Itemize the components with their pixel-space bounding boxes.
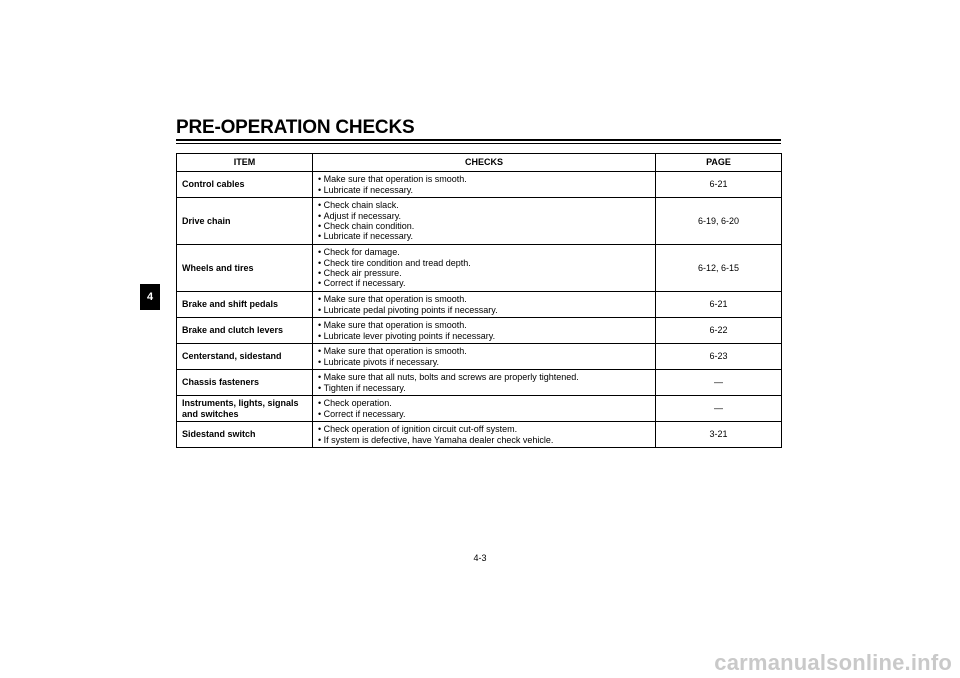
check-list-item: • Tighten if necessary. <box>318 383 650 393</box>
column-header-checks: CHECKS <box>313 154 656 172</box>
check-list-item: • Check operation of ignition circuit cut-off system. <box>318 424 650 434</box>
title-rule-thin <box>176 143 781 144</box>
table-row <box>177 318 782 344</box>
check-list-item: • Check chain slack. <box>318 200 650 210</box>
check-list-item: • Lubricate pedal pivoting points if necessary. <box>318 305 650 315</box>
item-cell: Sidestand switch <box>177 422 313 448</box>
check-list <box>318 424 650 445</box>
page-title: PRE-OPERATION CHECKS <box>176 117 415 138</box>
check-list <box>318 346 650 367</box>
check-list-item: • Check chain condition. <box>318 221 650 231</box>
page-ref-cell: 3-21 <box>656 422 782 448</box>
check-list <box>318 372 650 393</box>
checks-cell <box>313 172 656 198</box>
item-cell: Brake and clutch levers <box>177 318 313 344</box>
checks-cell <box>313 292 656 318</box>
check-list-item: • Lubricate if necessary. <box>318 185 650 195</box>
check-list-item: • Correct if necessary. <box>318 409 650 419</box>
check-list <box>318 200 650 241</box>
check-list-item: • Lubricate if necessary. <box>318 231 650 241</box>
check-list <box>318 294 650 315</box>
watermark: carmanualsonline.info <box>714 650 952 675</box>
check-list-item: • Check air pressure. <box>318 268 650 278</box>
checks-cell <box>313 198 656 245</box>
check-list-item: • Lubricate lever pivoting points if necessary. <box>318 331 650 341</box>
page-number: 4-3 <box>473 553 487 563</box>
page-ref-cell: 6-12, 6-15 <box>656 245 782 292</box>
check-list-item: • Adjust if necessary. <box>318 211 650 221</box>
chapter-tab: 4 <box>140 284 160 310</box>
page-ref-cell: 6-19, 6-20 <box>656 198 782 245</box>
page-ref-cell: — <box>656 370 782 396</box>
item-cell: Instruments, lights, signals and switches <box>177 396 313 422</box>
check-list <box>318 247 650 288</box>
column-header-item: ITEM <box>177 154 313 172</box>
item-cell: Wheels and tires <box>177 245 313 292</box>
item-cell: Drive chain <box>177 198 313 245</box>
table-row <box>177 292 782 318</box>
table-row <box>177 422 782 448</box>
page-ref-cell: 6-21 <box>656 292 782 318</box>
check-list <box>318 398 650 419</box>
check-list-item: • Make sure that all nuts, bolts and screws are properly tightened. <box>318 372 650 382</box>
checks-cell <box>313 245 656 292</box>
checks-cell <box>313 318 656 344</box>
table-body <box>177 172 782 448</box>
item-cell: Chassis fasteners <box>177 370 313 396</box>
check-list-item: • Make sure that operation is smooth. <box>318 320 650 330</box>
check-list <box>318 320 650 341</box>
check-list-item: • Make sure that operation is smooth. <box>318 174 650 184</box>
page-ref-cell: 6-23 <box>656 344 782 370</box>
check-list-item: • Check operation. <box>318 398 650 408</box>
item-cell: Centerstand, sidestand <box>177 344 313 370</box>
check-list <box>318 174 650 195</box>
title-rule <box>176 139 781 141</box>
check-list-item: • If system is defective, have Yamaha dealer check vehicle. <box>318 435 650 445</box>
table-row <box>177 344 782 370</box>
table-header-row <box>177 154 782 172</box>
page-ref-cell: 6-21 <box>656 172 782 198</box>
check-list-item: • Check tire condition and tread depth. <box>318 258 650 268</box>
item-cell: Control cables <box>177 172 313 198</box>
check-list-item: • Lubricate pivots if necessary. <box>318 357 650 367</box>
check-list-item: • Correct if necessary. <box>318 278 650 288</box>
checks-cell <box>313 370 656 396</box>
page-ref-cell: 6-22 <box>656 318 782 344</box>
check-list-item: • Make sure that operation is smooth. <box>318 294 650 304</box>
pre-operation-checks-table <box>176 153 782 448</box>
checks-cell <box>313 422 656 448</box>
checks-cell <box>313 396 656 422</box>
table-row <box>177 370 782 396</box>
table-row <box>177 172 782 198</box>
table-row <box>177 396 782 422</box>
table-row <box>177 198 782 245</box>
table-row <box>177 245 782 292</box>
check-list-item: • Make sure that operation is smooth. <box>318 346 650 356</box>
page-ref-cell: — <box>656 396 782 422</box>
column-header-page: PAGE <box>656 154 782 172</box>
checks-cell <box>313 344 656 370</box>
item-cell: Brake and shift pedals <box>177 292 313 318</box>
check-list-item: • Check for damage. <box>318 247 650 257</box>
